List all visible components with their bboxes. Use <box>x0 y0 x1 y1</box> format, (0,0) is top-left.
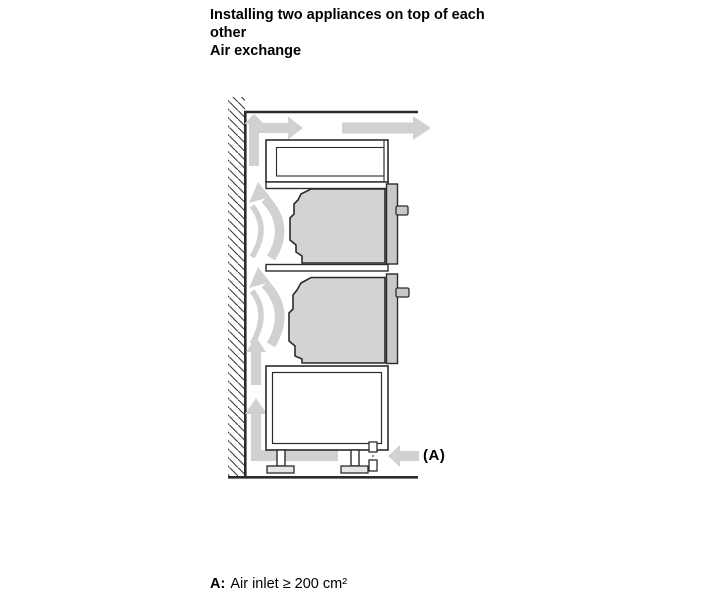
lower-appliance-front <box>387 274 398 364</box>
lower-appliance <box>289 274 409 364</box>
upper-shelf <box>266 182 388 189</box>
air-inlet-marker <box>369 442 377 471</box>
upper-appliance <box>290 184 408 264</box>
right-foot <box>341 466 368 473</box>
left-foot <box>267 466 294 473</box>
wall-hatching <box>228 97 245 477</box>
legend-caption <box>210 576 347 592</box>
upper-appliance-body <box>290 189 385 263</box>
left-leg <box>277 450 285 466</box>
right-leg <box>351 450 359 466</box>
air-inlet-slot-bottom <box>369 460 377 471</box>
upper-appliance-airflow-arc <box>265 199 280 258</box>
lower-appliance-body <box>289 278 385 364</box>
air-inlet-arrow <box>388 445 419 467</box>
base-cabinet-outer <box>266 366 388 450</box>
lower-appliance-airflow-arc-thin <box>252 291 261 344</box>
legend-key: A: <box>210 576 226 592</box>
top-up-arrow <box>244 114 264 166</box>
inlet-point-label: (A) <box>423 447 446 464</box>
wall-up-arrow <box>246 337 266 385</box>
lower-appliance-handle <box>396 288 409 297</box>
lower-appliance-airflow-arc <box>265 284 280 345</box>
upper-appliance-airflow-arc-thin <box>252 206 261 257</box>
section-title-text: Installing two appliances on top of each other <box>210 7 485 41</box>
top-exhaust-arrow <box>342 116 431 140</box>
top-compartment <box>266 140 388 182</box>
section-subtitle: Air exchange <box>210 43 302 59</box>
upper-appliance-handle <box>396 206 408 215</box>
upper-appliance-front <box>387 184 398 264</box>
middle-shelf <box>266 265 388 272</box>
top-bend-right-arrow <box>259 117 303 140</box>
air-inlet-slot-top <box>369 442 377 452</box>
legend-text: Air inlet ≥ 200 cm² <box>230 576 348 592</box>
